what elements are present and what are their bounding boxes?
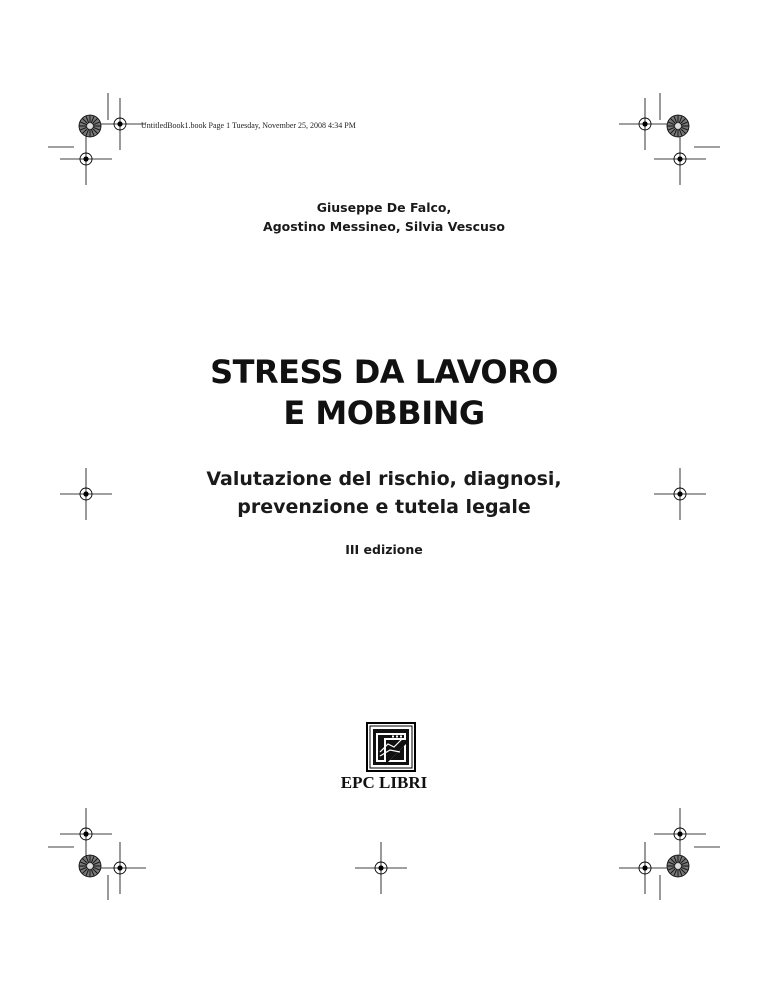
print-header-info: UntitledBook1.book Page 1 Tuesday, November 25, 2008 4:34 PM bbox=[141, 121, 356, 130]
color-target-icon bbox=[667, 855, 689, 877]
book-title bbox=[0, 352, 768, 434]
color-target-icon bbox=[79, 115, 101, 137]
subtitle-line-1: Valutazione del rischio, diagnosi, bbox=[206, 468, 562, 490]
registration-mark-icon bbox=[60, 808, 112, 860]
registration-mark-icon bbox=[94, 842, 146, 894]
author-list bbox=[0, 198, 768, 236]
registration-mark-icon bbox=[654, 133, 706, 185]
subtitle-line-2: prevenzione e tutela legale bbox=[237, 496, 531, 518]
registration-mark-icon bbox=[355, 842, 407, 894]
registration-mark-icon bbox=[619, 842, 671, 894]
edition-label: III edizione bbox=[345, 542, 423, 557]
book-subtitle bbox=[0, 465, 768, 521]
publisher-name: EPC LIBRI bbox=[340, 773, 428, 792]
authors-line-1: Giuseppe De Falco, bbox=[316, 200, 452, 215]
registration-mark-icon bbox=[60, 133, 112, 185]
title-line-2: E MOBBING bbox=[283, 394, 485, 432]
registration-mark-icon bbox=[654, 808, 706, 860]
color-target-icon bbox=[79, 855, 101, 877]
registration-mark-icon bbox=[619, 98, 671, 150]
color-target-icon bbox=[667, 115, 689, 137]
registration-mark-icon bbox=[94, 98, 146, 150]
epc-libri-logo-icon bbox=[366, 722, 416, 772]
authors-line-2: Agostino Messineo, Silvia Vescuso bbox=[263, 219, 505, 234]
title-line-1: STRESS DA LAVORO bbox=[210, 353, 558, 391]
